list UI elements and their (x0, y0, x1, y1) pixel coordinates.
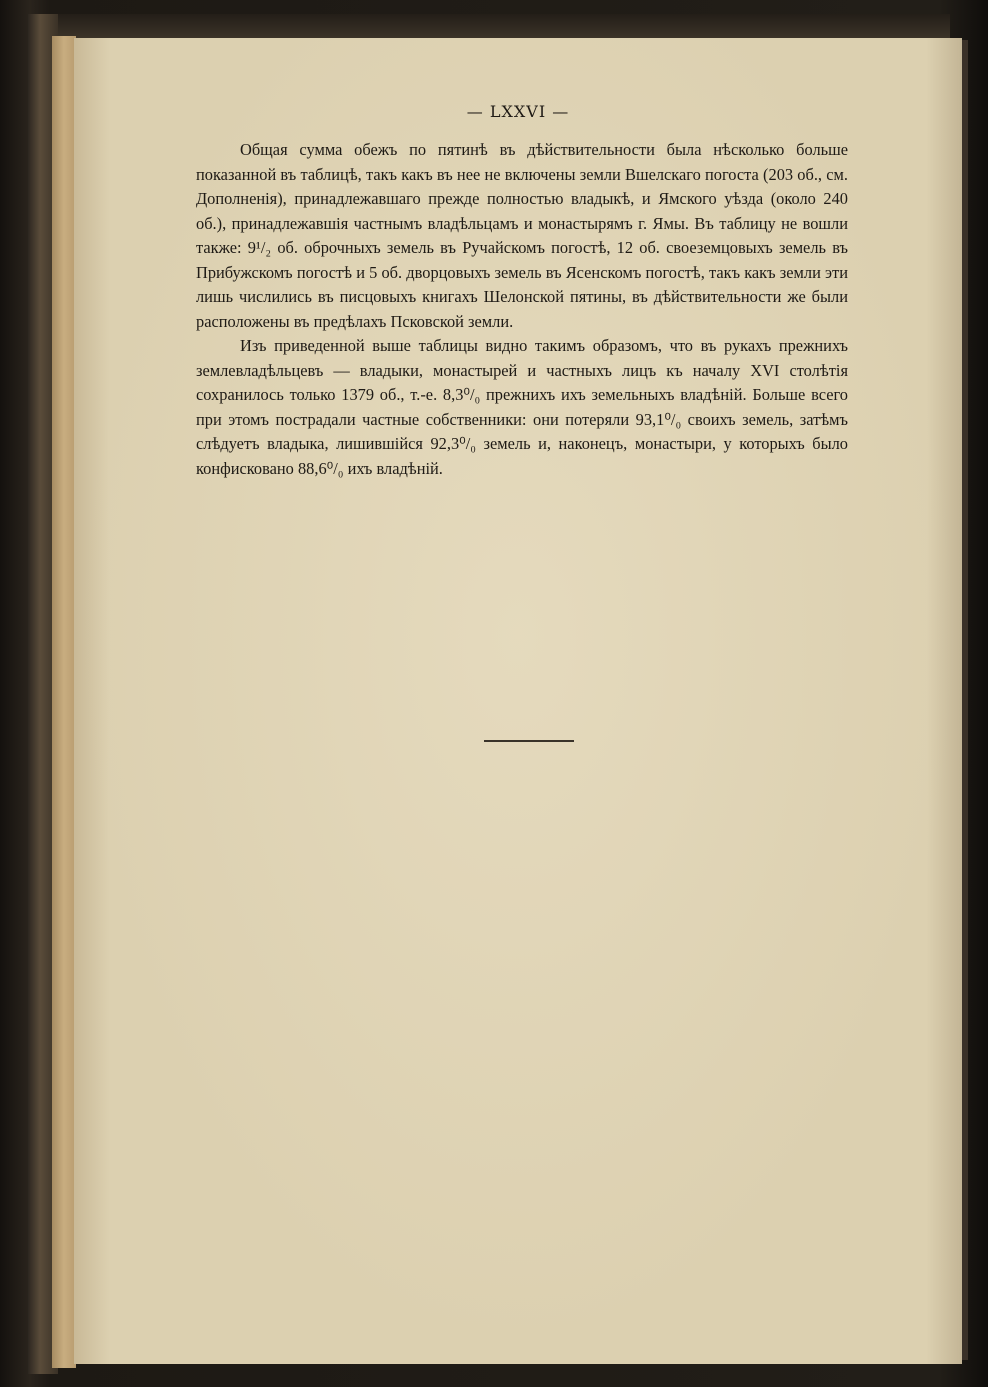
page-body (196, 138, 848, 481)
book-page (74, 38, 962, 1364)
section-divider-rule (484, 740, 574, 742)
page-number-header: — LXXVI — (466, 102, 570, 121)
page-edge-stack (52, 36, 76, 1368)
book-binding-top (50, 14, 950, 38)
paragraph-1: Общая сумма обежъ по пятинѣ въ дѣйствительности была нѣсколько больше показанной въ таблицѣ, такъ какъ въ нее не включены земли Вшелскаго погоста (203 об., см. Дополненія), принадлежавшаго прежде полностью владыкѣ, и Ямского уѣзда (около 240 об.), принадлежавшія частнымъ владѣльцамъ и монастырямъ г. Ямы. Въ таблицу не вошли также: 9¹/₂ об. оброчныхъ земель въ Ручайскомъ погостѣ, 12 об. своеземцовыхъ земель въ Прибужскомъ погостѣ и 5 об. дворцовыхъ земель въ Ясенскомъ погостѣ, такъ какъ земли эти лишь числились въ писцовыхъ книгахъ Шелонской пятины, въ дѣйствительности же были расположены въ предѣлахъ Псковской земли. (196, 140, 848, 331)
paragraph-2: Изъ приведенной выше таблицы видно такимъ образомъ, что въ рукахъ прежнихъ землевладѣльцевъ — владыки, монастырей и частныхъ лицъ къ началу XVI столѣтія сохранилось только 1379 об., т.-е. 8,3⁰/₀ прежнихъ ихъ земельныхъ владѣній. Больше всего при этомъ пострадали частные собственники: они потеряли 93,1⁰/₀ своихъ земель, затѣмъ слѣдуетъ владыка, лишившійся 92,3⁰/₀ земель и, наконецъ, монастыри, у которыхъ было конфисковано 88,6⁰/₀ ихъ владѣній. (196, 336, 848, 478)
